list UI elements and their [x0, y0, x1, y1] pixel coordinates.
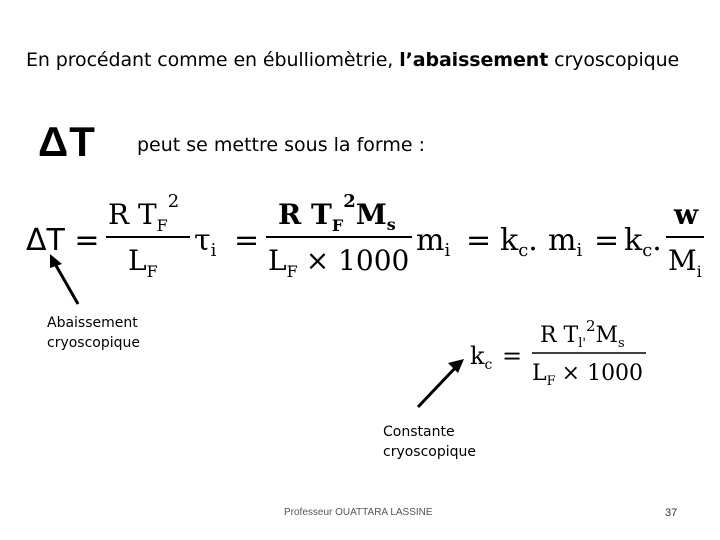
label-abaissement-line2: cryoscopique [47, 335, 141, 351]
kc-equation [460, 310, 660, 395]
w-num: w [674, 198, 699, 231]
frac2-den: $L_F \times 1000$ [268, 244, 410, 281]
tau-i: $\tau_i$ [194, 223, 217, 261]
eq-sign-2: = [234, 223, 260, 258]
arrow-to-delta-t [40, 250, 90, 310]
footer-author: Professeur OUATTARA LASSINE [284, 507, 433, 518]
main-equation [0, 180, 720, 290]
m-i-1: $m_i$ [416, 223, 451, 261]
label-constante-line2: cryoscopique [383, 444, 477, 460]
m-i-den: $M_i$ [668, 244, 702, 281]
intro-before: En procédant comme en ébulliomètrie, [26, 49, 400, 71]
frac2-num: R $T_F^2M_s$ [278, 191, 396, 235]
kc-eq: = [502, 342, 523, 370]
kc-lhs: $k_c$ [470, 342, 493, 373]
intro-bold: l’abaissement [399, 49, 549, 71]
eq-sign-4: = [594, 223, 620, 258]
intro-text [26, 49, 679, 71]
delta-t-symbol: ΔT [38, 118, 96, 165]
label-constante [383, 422, 476, 462]
label-abaissement [47, 313, 140, 353]
intro-after: cryoscopique [548, 49, 680, 71]
eq-sign-3: = [466, 223, 492, 258]
frac1-den: $L_F$ [128, 244, 158, 281]
m-i-2: $m_i$ [548, 223, 583, 261]
kc-num: R $T_{l'}^2M_s$ [540, 317, 625, 351]
k-c-1: $k_c$. [500, 223, 538, 261]
subtitle: peut se mettre sous la forme : [137, 134, 426, 156]
label-abaissement-line1: Abaissement [47, 315, 138, 331]
kc-den: $L_F \times 1000$ [532, 361, 644, 389]
k-c-2: $k_c$. [624, 223, 662, 261]
eq-lhs: ΔT = [26, 223, 100, 258]
arrow-to-kc [410, 355, 470, 415]
label-constante-line1: Constante [383, 424, 455, 440]
page-number: 37 [665, 507, 678, 519]
frac1-num: R $T_F^2$ [108, 191, 180, 235]
